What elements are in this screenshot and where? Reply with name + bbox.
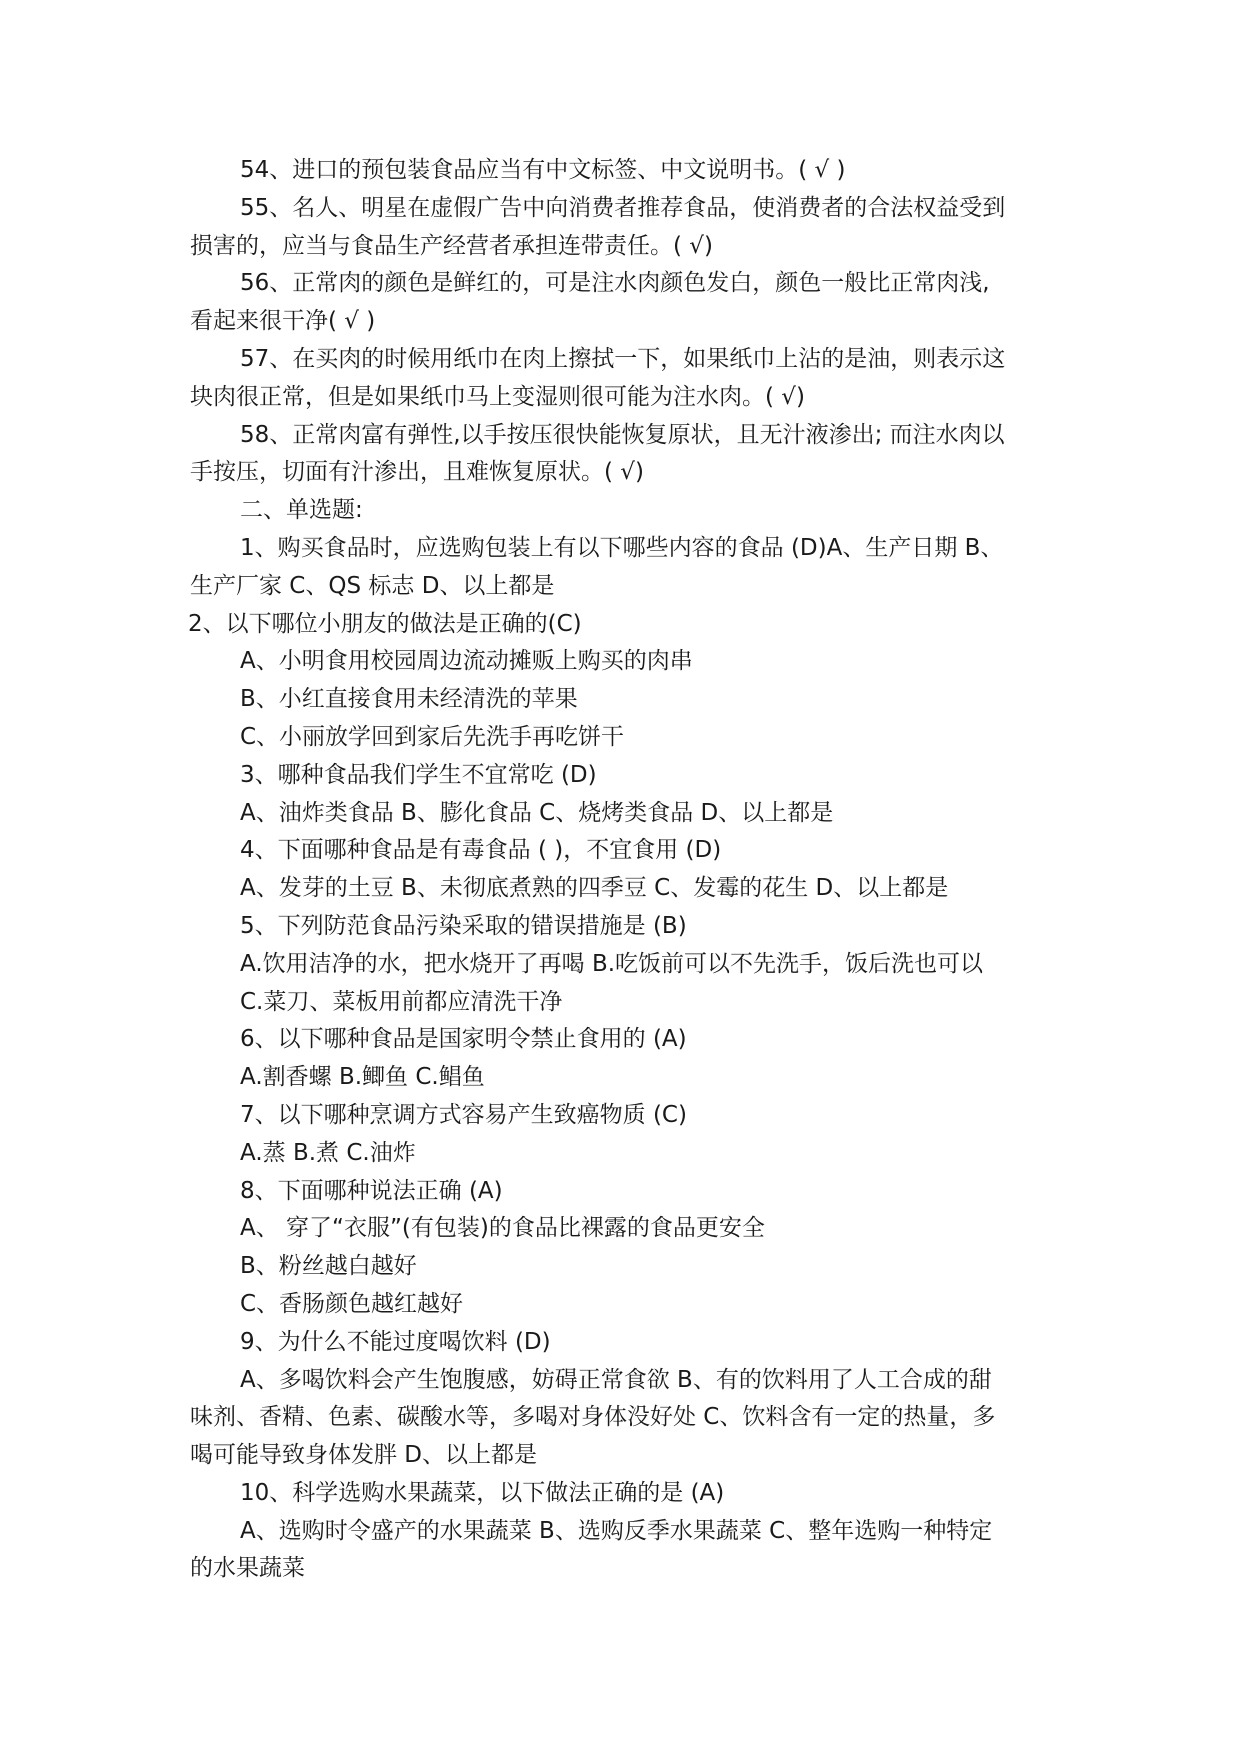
text-line: 58、正常肉富有弹性,以手按压很快能恢复原状，且无汁液渗出; 而注水肉以 bbox=[240, 421, 1005, 448]
option-line: B、粉丝越白越好 bbox=[240, 1253, 417, 1280]
text-line: 57、在买肉的时候用纸巾在肉上擦拭一下，如果纸巾上沾的是油，则表示这 bbox=[240, 345, 1006, 372]
question-line: 5、下列防范食品污染采取的错误措施是 (B) bbox=[240, 912, 687, 939]
question-line: 6、以下哪种食品是国家明令禁止食用的 (A) bbox=[240, 1026, 687, 1053]
text-line: 55、名人、明星在虚假广告中向消费者推荐食品，使消费者的合法权益受到 bbox=[240, 194, 1006, 221]
option-line: A、发芽的土豆 B、未彻底煮熟的四季豆 C、发霉的花生 D、以上都是 bbox=[240, 875, 949, 902]
text-line: 损害的，应当与食品生产经营者承担连带责任。( √) bbox=[190, 232, 713, 259]
question-line: 1、购买食品时，应选购包装上有以下哪些内容的食品 (D)A、生产日期 B、 bbox=[240, 534, 1004, 561]
question-line: 2、以下哪位小朋友的做法是正确的(C) bbox=[188, 610, 582, 637]
question-line: 8、下面哪种说法正确 (A) bbox=[240, 1177, 503, 1204]
option-line: C.菜刀、菜板用前都应清洗干净 bbox=[240, 988, 563, 1015]
text-line: 味剂、香精、色素、碳酸水等，多喝对身体没好处 C、饮料含有一定的热量，多 bbox=[190, 1404, 996, 1431]
question-line: 7、以下哪种烹调方式容易产生致癌物质 (C) bbox=[240, 1101, 687, 1128]
text-line: 的水果蔬菜 bbox=[190, 1555, 305, 1582]
option-line: A、 穿了“衣服”(有包装)的食品比裸露的食品更安全 bbox=[240, 1215, 765, 1242]
document-body bbox=[190, 152, 1070, 1588]
option-line: A、选购时令盛产的水果蔬菜 B、选购反季水果蔬菜 C、整年选购一种特定 bbox=[240, 1517, 993, 1544]
text-line: 54、进口的预包装食品应当有中文标签、中文说明书。( √ ) bbox=[240, 157, 846, 183]
option-line: A.割香螺 B.鲫鱼 C.鲳鱼 bbox=[240, 1064, 485, 1091]
question-line: 3、哪种食品我们学生不宜常吃 (D) bbox=[240, 761, 597, 788]
option-line: C、小丽放学回到家后先洗手再吃饼干 bbox=[240, 723, 625, 750]
option-line: A、多喝饮料会产生饱腹感，妨碍正常食欲 B、有的饮料用了人工合成的甜 bbox=[240, 1366, 992, 1393]
text-line: 块肉很正常，但是如果纸巾马上变湿则很可能为注水肉。( √) bbox=[190, 383, 805, 410]
option-line: A.蒸 B.煮 C.油炸 bbox=[240, 1139, 416, 1166]
option-line: A、油炸类食品 B、膨化食品 C、烧烤类食品 D、以上都是 bbox=[240, 799, 834, 826]
option-line: A.饮用洁净的水，把水烧开了再喝 B.吃饭前可以不先洗手，饭后洗也可以 bbox=[240, 950, 984, 977]
section-heading: 二、单选题: bbox=[240, 497, 363, 524]
text-line: 看起来很干净( √ ) bbox=[190, 308, 376, 335]
text-line: 生产厂家 C、QS 标志 D、以上都是 bbox=[190, 572, 555, 599]
question-line: 9、为什么不能过度喝饮料 (D) bbox=[240, 1328, 551, 1355]
option-line: C、香肠颜色越红越好 bbox=[240, 1290, 464, 1317]
text-line: 手按压，切面有汁渗出，且难恢复原状。( √) bbox=[190, 459, 644, 486]
question-line: 4、下面哪种食品是有毒食品 ( )，不宜食用 (D) bbox=[240, 837, 722, 864]
option-line: A、小明食用校园周边流动摊贩上购买的肉串 bbox=[240, 648, 693, 675]
text-line: 喝可能导致身体发胖 D、以上都是 bbox=[190, 1442, 538, 1469]
option-line: B、小红直接食用未经清洗的苹果 bbox=[240, 686, 578, 713]
text-line: 56、正常肉的颜色是鲜红的，可是注水肉颜色发白，颜色一般比正常肉浅, bbox=[240, 270, 990, 297]
question-line: 10、科学选购水果蔬菜，以下做法正确的是 (A) bbox=[240, 1479, 725, 1506]
